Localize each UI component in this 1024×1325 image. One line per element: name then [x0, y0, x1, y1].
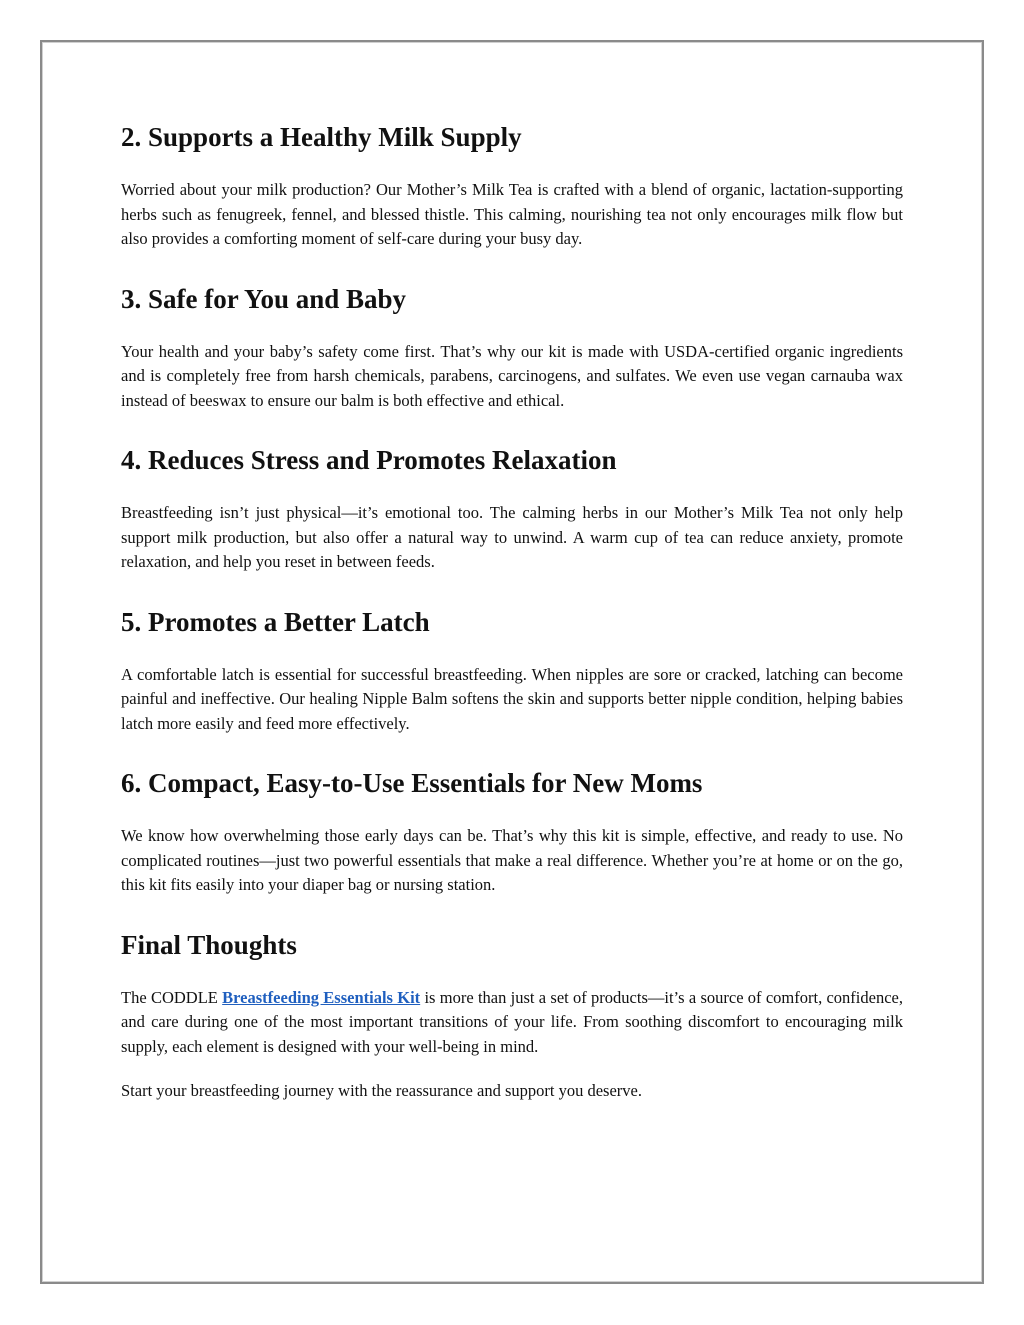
- final-text-before: The CODDLE: [121, 987, 223, 1007]
- final-paragraph-1: [121, 986, 903, 1060]
- section-body: A comfortable latch is essential for successful breastfeeding. When nipples are sore or cracked, latching can become painful and ineffective. Our healing Nipple Balm softens the skin and supports better nipple condition, helping babies latch more easily and feed more effectively.: [121, 664, 903, 733]
- section-latch: [121, 603, 903, 737]
- section-body: We know how overwhelming those early days can be. That’s why this kit is simple, effective, and ready to use. No complicated routines—just two powerful essentials that make a real difference. Whether you’re at home or on the go, this kit fits easily into your diaper bag or nursing station.: [121, 826, 903, 894]
- final-paragraph-2: Start your breastfeeding journey with the reassurance and support you deserve.: [121, 1081, 642, 1100]
- section-heading: 2. Supports a Healthy Milk Supply: [121, 122, 522, 152]
- section-body: Worried about your milk production? Our Mother’s Milk Tea is crafted with a blend of organic, lactation-supporting herbs such as fenugreek, fennel, and blessed thistle. This calming, nourishing tea not only encourages milk flow but also provides a comforting moment of self-care during your busy day.: [121, 180, 903, 248]
- document-content: [121, 118, 903, 1104]
- section-heading: Final Thoughts: [121, 929, 297, 960]
- breastfeeding-kit-link[interactable]: Breastfeeding Essentials Kit: [222, 987, 421, 1007]
- section-heading: 3. Safe for You and Baby: [121, 283, 407, 314]
- section-milk-supply: [121, 118, 903, 252]
- section-safe: [121, 280, 903, 414]
- section-stress: [121, 441, 903, 575]
- section-body: Your health and your baby’s safety come first. That’s why our kit is made with USDA-certified organic ingredients and is completely free from harsh chemicals, parabens, carcinogens, and sulfates. We even use vegan carnauba wax instead of beeswax to ensure our balm is both effective and ethical.: [121, 341, 903, 410]
- section-body: Breastfeeding isn’t just physical—it’s emotional too. The calming herbs in our Mother’s Milk Tea not only help support milk production, but also offer a natural way to unwind. A warm cup of tea can reduce anxiety, promote relaxation, and help you reset in between feeds.: [121, 503, 903, 571]
- final-text-after: is more than just a set of products—it’s a source of comfort, confidence, and care during one of the most important transitions of your life. From soothing discomfort to encouraging milk supply, each element is designed with your well-being in mind.: [121, 987, 903, 1056]
- section-heading: 6. Compact, Easy-to-Use Essentials for New Moms: [121, 768, 703, 798]
- section-heading: 5. Promotes a Better Latch: [121, 606, 430, 637]
- section-final-thoughts: [121, 926, 903, 1104]
- section-heading: 4. Reduces Stress and Promotes Relaxation: [121, 445, 617, 475]
- section-essentials: [121, 764, 903, 898]
